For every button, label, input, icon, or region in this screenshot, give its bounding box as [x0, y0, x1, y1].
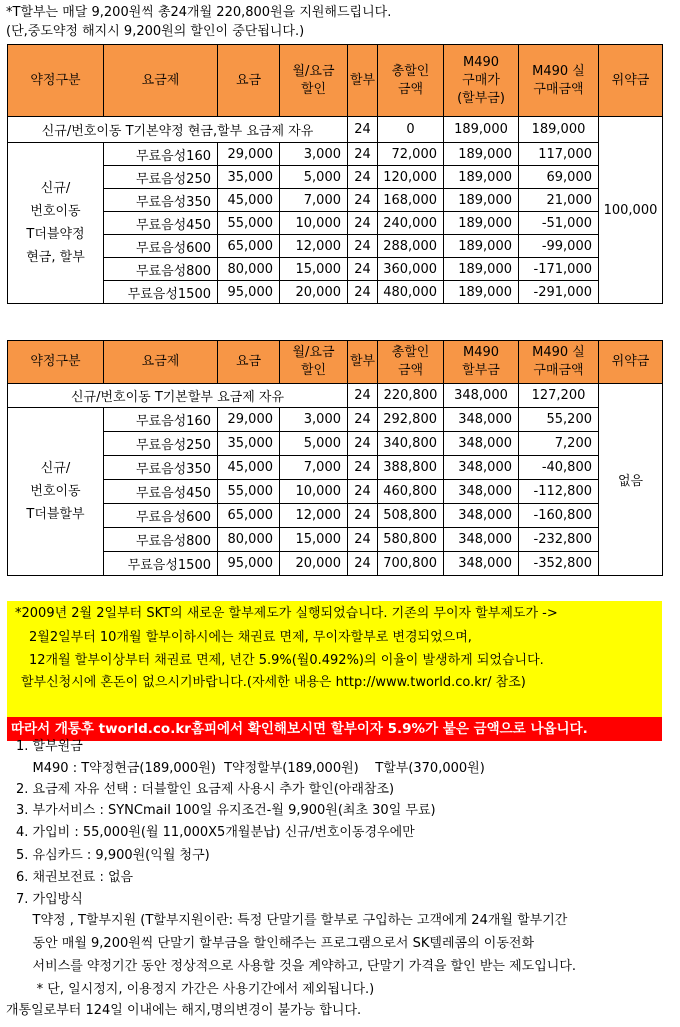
- months-cell: 24: [348, 456, 378, 480]
- total-discount-cell: 700,800: [378, 552, 444, 576]
- monthly-discount-cell: 20,000: [280, 552, 348, 576]
- actual-price-cell: -112,800: [519, 480, 599, 504]
- fee-cell: 95,000: [218, 552, 280, 576]
- months-cell: 24: [348, 281, 378, 304]
- plan-name-cell: 무료음성350: [104, 189, 218, 212]
- table-row: [8, 408, 663, 432]
- fee-cell: 80,000: [218, 258, 280, 281]
- fee-cell: 29,000: [218, 143, 280, 166]
- actual-price-cell: -99,000: [519, 235, 599, 258]
- info-line: * 단, 일시정지, 이용정지 가간은 사용기간에서 제외됩니다.): [16, 982, 375, 997]
- total-discount-cell: 508,800: [378, 504, 444, 528]
- actual-price-cell: -232,800: [519, 528, 599, 552]
- months-cell: 24: [348, 480, 378, 504]
- price-cell: 348,000: [444, 432, 519, 456]
- price-cell: 189,000: [444, 166, 519, 189]
- pricing-table-installment: [7, 340, 663, 576]
- fee-cell: 45,000: [218, 189, 280, 212]
- fee-cell: 95,000: [218, 281, 280, 304]
- price-cell: 189,000: [444, 189, 519, 212]
- monthly-discount-cell: 15,000: [280, 258, 348, 281]
- fee-cell: 45,000: [218, 456, 280, 480]
- actual-price-cell: 117,000: [519, 143, 599, 166]
- plan-name-cell: 무료음성160: [104, 408, 218, 432]
- monthly-discount-cell: 20,000: [280, 281, 348, 304]
- monthly-discount-cell: 7,000: [280, 189, 348, 212]
- monthly-discount-cell: 10,000: [280, 480, 348, 504]
- price-cell: 189,000: [444, 117, 519, 143]
- total-discount-cell: 388,800: [378, 456, 444, 480]
- header-cell: 위약금: [599, 45, 663, 117]
- header-cell: 월/요금 할인: [280, 341, 348, 384]
- total-discount-cell: 120,000: [378, 166, 444, 189]
- header-cell: M490 실 구매금액: [519, 45, 599, 117]
- table-row: [8, 281, 663, 304]
- months-cell: 24: [348, 432, 378, 456]
- monthly-discount-cell: 5,000: [280, 166, 348, 189]
- total-discount-cell: 292,800: [378, 408, 444, 432]
- intro-line-1: *T할부는 매달 9,200원씩 총24개월 220,800원을 지원해드립니다.: [6, 5, 392, 20]
- months-cell: 24: [348, 212, 378, 235]
- header-cell: 약정구분: [8, 45, 104, 117]
- header-cell: 할부: [348, 341, 378, 384]
- header-cell: 월/요금 할인: [280, 45, 348, 117]
- actual-price-cell: 127,200: [519, 384, 599, 408]
- fee-cell: 65,000: [218, 504, 280, 528]
- table-row: [8, 189, 663, 212]
- header-cell: M490 할부금: [444, 341, 519, 384]
- total-discount-cell: 220,800: [378, 384, 444, 408]
- info-line: 동안 매월 9,200원씩 단말기 할부금을 할인해주는 프로그램으로서 SK텔레콤의 이동전화: [16, 936, 534, 951]
- info-line: 서비스를 약정기간 동안 정상적으로 사용할 것을 계약하고, 단말기 가격을 할인 받는 제도입니다.: [16, 959, 577, 974]
- alert-text: 따라서 개통후 tworld.co.kr홈피에서 확인해보시면 할부이자 5.9%가 붙은 금액으로 나옵니다.: [11, 721, 588, 737]
- penalty-cell: 100,000: [599, 117, 663, 304]
- monthly-discount-cell: 10,000: [280, 212, 348, 235]
- actual-price-cell: -51,000: [519, 212, 599, 235]
- total-discount-cell: 0: [378, 117, 444, 143]
- table-row: [8, 212, 663, 235]
- price-cell: 348,000: [444, 528, 519, 552]
- table-row: [8, 117, 663, 143]
- fee-cell: 80,000: [218, 528, 280, 552]
- actual-price-cell: -352,800: [519, 552, 599, 576]
- info-line: T약정 , T할부지원 (T할부지원이란: 특정 단말기를 할부로 구입하는 고객에게 24개월 할부기간: [16, 913, 568, 928]
- price-cell: 189,000: [444, 212, 519, 235]
- total-discount-cell: 288,000: [378, 235, 444, 258]
- monthly-discount-cell: 3,000: [280, 408, 348, 432]
- total-discount-cell: 460,800: [378, 480, 444, 504]
- actual-price-cell: -160,800: [519, 504, 599, 528]
- header-cell: 요금: [218, 45, 280, 117]
- plan-name-cell: 무료음성1500: [104, 281, 218, 304]
- months-cell: 24: [348, 143, 378, 166]
- notice-line: 12개월 할부이상부터 채권료 면제, 년간 5.9%(월0.492%)의 이율이 발생하게 되었습니다.: [29, 653, 544, 668]
- actual-price-cell: 7,200: [519, 432, 599, 456]
- info-line: 5. 유심카드 : 9,900원(익월 청구): [16, 848, 210, 863]
- monthly-discount-cell: 5,000: [280, 432, 348, 456]
- plan-name-cell: 무료음성800: [104, 258, 218, 281]
- price-cell: 189,000: [444, 258, 519, 281]
- actual-price-cell: 189,000: [519, 117, 599, 143]
- table-row: [8, 235, 663, 258]
- info-line: 6. 채권보전료 : 없음: [16, 870, 134, 885]
- plan-name-cell: 무료음성160: [104, 143, 218, 166]
- actual-price-cell: 69,000: [519, 166, 599, 189]
- months-cell: 24: [348, 117, 378, 143]
- price-cell: 348,000: [444, 408, 519, 432]
- actual-price-cell: -291,000: [519, 281, 599, 304]
- header-cell: M490 실 구매금액: [519, 341, 599, 384]
- table-header-row: [8, 341, 663, 384]
- info-line: 4. 가입비 : 55,000원(월 11,000X5개월분납) 신규/번호이동경우에만: [16, 825, 415, 840]
- header-cell: 위약금: [599, 341, 663, 384]
- header-cell: 요금: [218, 341, 280, 384]
- months-cell: 24: [348, 235, 378, 258]
- header-cell: 요금제: [104, 45, 218, 117]
- footer-note: 개통일로부터 124일 이내에는 해지,명의변경이 불가능 합니다.: [6, 1003, 362, 1018]
- plan-name-cell: 무료음성350: [104, 456, 218, 480]
- plan-name-cell: 무료음성1500: [104, 552, 218, 576]
- table-row: [8, 166, 663, 189]
- price-cell: 189,000: [444, 143, 519, 166]
- price-cell: 348,000: [444, 504, 519, 528]
- fee-cell: 29,000: [218, 408, 280, 432]
- notice-line: *2009년 2월 2일부터 SKT의 새로운 할부제도가 실행되었습니다. 기존의 무이자 할부제도가 ->: [15, 606, 558, 621]
- group-label-cell: 신규/ 번호이동 T더블약정 현금, 할부: [8, 143, 104, 304]
- plan-name-cell: 무료음성250: [104, 432, 218, 456]
- plan-name-cell: 무료음성450: [104, 480, 218, 504]
- header-cell: 약정구분: [8, 341, 104, 384]
- total-discount-cell: 480,000: [378, 281, 444, 304]
- installment-notice: [7, 601, 662, 717]
- table-row: [8, 258, 663, 281]
- price-cell: 348,000: [444, 456, 519, 480]
- actual-price-cell: -171,000: [519, 258, 599, 281]
- fee-cell: 35,000: [218, 166, 280, 189]
- group-label-cell: 신규/ 번호이동 T더블할부: [8, 408, 104, 576]
- notice-line: 2월2일부터 10개월 할부이하시에는 채권료 면제, 무이자할부로 변경되었으며,: [29, 630, 472, 645]
- table-row: [8, 432, 663, 456]
- monthly-discount-cell: 12,000: [280, 504, 348, 528]
- info-line: 7. 가입방식: [16, 892, 83, 907]
- table-row: [8, 143, 663, 166]
- months-cell: 24: [348, 258, 378, 281]
- table-row: [8, 480, 663, 504]
- header-cell: 요금제: [104, 341, 218, 384]
- total-discount-cell: 72,000: [378, 143, 444, 166]
- price-cell: 189,000: [444, 235, 519, 258]
- monthly-discount-cell: 3,000: [280, 143, 348, 166]
- header-cell: 총할인 금액: [378, 341, 444, 384]
- total-discount-cell: 360,000: [378, 258, 444, 281]
- pricing-table-contract: [7, 44, 663, 304]
- header-cell: 총할인 금액: [378, 45, 444, 117]
- table-header-row: [8, 45, 663, 117]
- months-cell: 24: [348, 166, 378, 189]
- price-cell: 348,000: [444, 480, 519, 504]
- fee-cell: 55,000: [218, 480, 280, 504]
- plan-name-cell: 무료음성800: [104, 528, 218, 552]
- price-cell: 189,000: [444, 281, 519, 304]
- info-line: 3. 부가서비스 : SYNCmail 100일 유지조건-월 9,900원(최초 30일 무료): [16, 803, 436, 818]
- table-row: [8, 552, 663, 576]
- months-cell: 24: [348, 189, 378, 212]
- plan-name-cell: 무료음성250: [104, 166, 218, 189]
- total-discount-cell: 168,000: [378, 189, 444, 212]
- basic-plan-label: 신규/번호이동 T기본할부 요금제 자유: [8, 384, 348, 408]
- notice-line: 할부신청시에 혼돈이 없으시기바랍니다.(자세한 내용은 http://www.tworld.co.kr/ 참조): [21, 675, 526, 690]
- header-cell: M490 구매가 (할부금): [444, 45, 519, 117]
- table-row: [8, 528, 663, 552]
- header-cell: 할부: [348, 45, 378, 117]
- plan-name-cell: 무료음성600: [104, 235, 218, 258]
- months-cell: 24: [348, 384, 378, 408]
- table-row: [8, 456, 663, 480]
- actual-price-cell: 21,000: [519, 189, 599, 212]
- plan-name-cell: 무료음성450: [104, 212, 218, 235]
- total-discount-cell: 340,800: [378, 432, 444, 456]
- monthly-discount-cell: 15,000: [280, 528, 348, 552]
- months-cell: 24: [348, 504, 378, 528]
- months-cell: 24: [348, 528, 378, 552]
- monthly-discount-cell: 7,000: [280, 456, 348, 480]
- months-cell: 24: [348, 408, 378, 432]
- price-cell: 348,000: [444, 384, 519, 408]
- actual-price-cell: 55,200: [519, 408, 599, 432]
- monthly-discount-cell: 12,000: [280, 235, 348, 258]
- months-cell: 24: [348, 552, 378, 576]
- price-cell: 348,000: [444, 552, 519, 576]
- basic-plan-label: 신규/번호이동 T기본약정 현금,할부 요금제 자유: [8, 117, 348, 143]
- intro-line-2: (단,중도약정 해지시 9,200원의 할인이 중단됩니다.): [6, 24, 305, 39]
- total-discount-cell: 240,000: [378, 212, 444, 235]
- fee-cell: 35,000: [218, 432, 280, 456]
- info-line: 2. 요금제 자유 선택 : 더블할인 요금제 사용시 추가 할인(아래참조): [16, 782, 395, 797]
- alert-banner: [7, 717, 662, 741]
- plan-name-cell: 무료음성600: [104, 504, 218, 528]
- table-row: [8, 504, 663, 528]
- total-discount-cell: 580,800: [378, 528, 444, 552]
- info-line: M490 : T약정현금(189,000원) T약정할부(189,000원) T할부(370,000원): [16, 761, 485, 776]
- info-line: 1. 할부원금: [16, 739, 83, 754]
- fee-cell: 55,000: [218, 212, 280, 235]
- fee-cell: 65,000: [218, 235, 280, 258]
- penalty-cell: 없음: [599, 384, 663, 576]
- table-row: [8, 384, 663, 408]
- actual-price-cell: -40,800: [519, 456, 599, 480]
